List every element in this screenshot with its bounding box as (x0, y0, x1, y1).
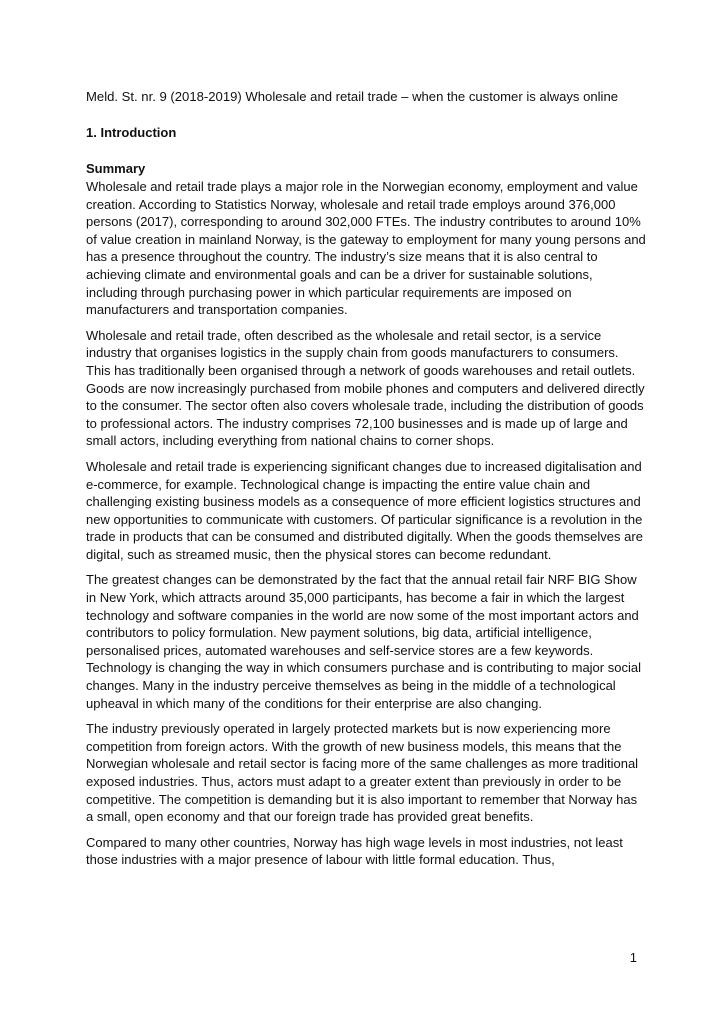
page-number: 1 (629, 950, 637, 965)
paragraph-5: The industry previously operated in largely protected markets but is now experiencing more competition from foreign actors. With the growth of new business models, this means that the Norwegian wholesale and retail sector is facing more of the same challenges as more traditional exposed industries. Thus, actors must adapt to a greater extent than previously in order to be competitive. The competition is demanding but it is also important to remember that Norway has a small, open economy and that our foreign trade has provided great benefits. (86, 721, 639, 825)
section-heading: 1. Introduction (86, 125, 177, 140)
paragraph-4: The greatest changes can be demonstrated by the fact that the annual retail fair NRF BIG Show in New York, which attracts around 35,000 participants, has become a fair in which the largest technology and software companies in the world are now some of the most important actors and contributors to policy formulation. New payment solutions, big data, artificial intelligence, personalised prices, automated warehouses and self-service stores are a few keywords. Technology is changing the way in which consumers purchase and is contributing to major social changes. Many in the industry perceive themselves as being in the middle of a technological upheaval in which many of the conditions for their enterprise are also changing. (86, 572, 641, 711)
summary-heading: Summary (86, 161, 146, 176)
paragraph-2: Wholesale and retail trade, often described as the wholesale and retail sector, is a service industry that organises logistics in the supply chain from goods manufacturers to consumers. This has traditionally been organised through a network of goods warehouses and retail outlets. Goods are now increasingly purchased from mobile phones and computers and delivered directly to the consumer. The sector often also covers wholesale trade, including the distribution of goods to professional actors. The industry comprises 72,100 businesses and is made up of large and small actors, including everything from national chains to corner shops. (86, 327, 645, 449)
paragraph-6: Compared to many other countries, Norway has high wage levels in most industries, not least those industries with a major presence of labour with little formal education. Thus, (86, 834, 623, 868)
document-title: Meld. St. nr. 9 (2018-2019) Wholesale and retail trade – when the customer is always online (86, 89, 619, 104)
document-page (86, 88, 646, 877)
paragraph-1: Wholesale and retail trade plays a major role in the Norwegian economy, employment and value creation. According to Statistics Norway, wholesale and retail trade employs around 376,000 persons (2017), corresponding to around 302,000 FTEs. The industry contributes to around 10% of value creation in mainland Norway, is the gateway to employment for many young persons and has a presence throughout the country. The industry’s size means that it is also central to achieving climate and environmental goals and can be a driver for sustainable solutions, including through purchasing power in which particular requirements are imposed on manufacturers and transportation companies. (86, 179, 646, 318)
paragraph-3: Wholesale and retail trade is experiencing significant changes due to increased digitalisation and e-commerce, for example. Technological change is impacting the entire value chain and challenging existing business models as a consequence of more efficient logistics structures and new opportunities to communicate with customers. Of particular significance is a revolution in the trade in products that can be consumed and distributed digitally. When the goods themselves are digital, such as streamed music, then the physical stores can become redundant. (86, 458, 643, 562)
